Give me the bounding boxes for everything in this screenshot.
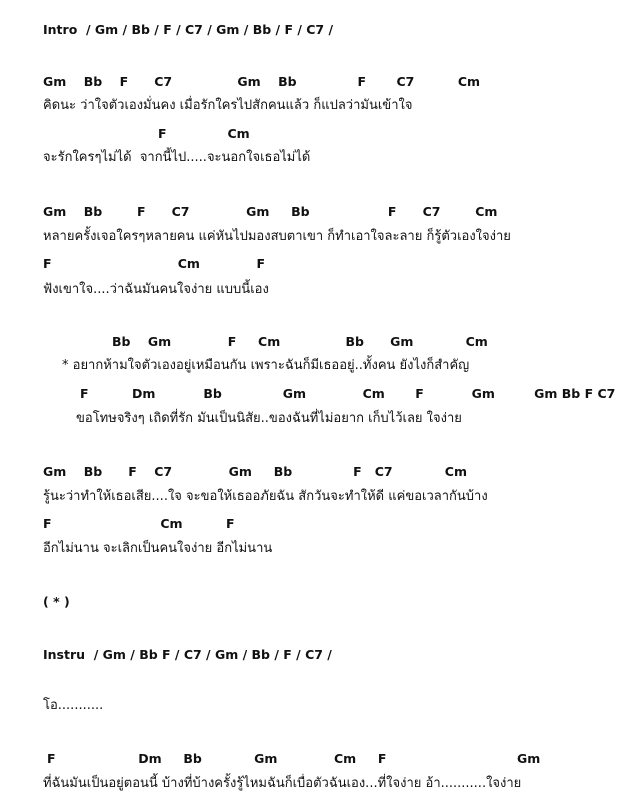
chord-line: Gm Bb F C7 Gm Bb F C7 Cm xyxy=(43,74,481,89)
chord-line: F Dm Bb Gm Cm F Gm Gm Bb F C7 xyxy=(80,386,616,401)
chord-line: F Dm Bb Gm Cm F Gm xyxy=(47,751,541,766)
chord-line: F Cm xyxy=(158,126,250,141)
chord-line: Gm Bb F C7 Gm Bb F C7 Cm xyxy=(43,464,467,479)
chord-line: F Cm F xyxy=(43,516,235,531)
lyric-line: อีกไม่นาน จะเลิกเป็นคนใจง่าย อีกไม่นาน xyxy=(43,541,273,556)
chord-line: Bb Gm F Cm Bb Gm Cm xyxy=(112,334,488,349)
lyric-line: รู้นะว่าทำให้เธอเสีย....ใจ จะขอให้เธออภัยฉัน สักวันจะทำให้ดี แค่ขอเวลากันบ้าง xyxy=(43,489,488,504)
lyric-line: ขอโทษจริงๆ เถิดที่รัก มันเป็นนิสัย..ของฉันที่ไม่อยาก เก็บไว้เลย ใจง่าย xyxy=(76,411,462,426)
lyric-line: หลายครั้งเจอใครๆหลายคน แค่หันไปมองสบตาเขา ก็ทำเอาใจละลาย ก็รู้ตัวเองใจง่าย xyxy=(43,229,511,244)
lyric-line: ที่ฉันมันเป็นอยู่ตอนนี้ บ้างที่บ้างครั้งรู้ไหมฉันก็เบื่อตัวฉันเอง...ที่ใจง่าย อ้า...........ใจง่าย xyxy=(43,776,522,791)
lyric-line: คิดนะ ว่าใจตัวเองมั่นคง เมื่อรักใครไปสักคนแล้ว ก็แปลว่ามันเข้าใจ xyxy=(43,98,413,113)
chord-line: Gm Bb F C7 Gm Bb F C7 Cm xyxy=(43,204,498,219)
lyric-line: * อยากห้ามใจตัวเองอยู่เหมือนกัน เพราะฉันก็มีเธออยู่..ทั้งคน ยังไงก็สำคัญ xyxy=(62,358,470,373)
chord-line: F Cm F xyxy=(43,256,266,271)
lyric-line: จะรักใครๆไม่ได้ จากนี้ไป.....จะนอกใจเธอไม่ได้ xyxy=(43,150,311,165)
intro-line: Intro / Gm / Bb / F / C7 / Gm / Bb / F / C7 / xyxy=(43,22,334,37)
chorus-repeat: ( * ) xyxy=(43,594,70,609)
lyric-line: โอ........... xyxy=(43,698,104,713)
lyric-line: ฟังเขาใจ....ว่าฉันมันคนใจง่าย แบบนี้เอง xyxy=(43,282,269,297)
instru-line: Instru / Gm / Bb F / C7 / Gm / Bb / F / C7 / xyxy=(43,647,332,662)
